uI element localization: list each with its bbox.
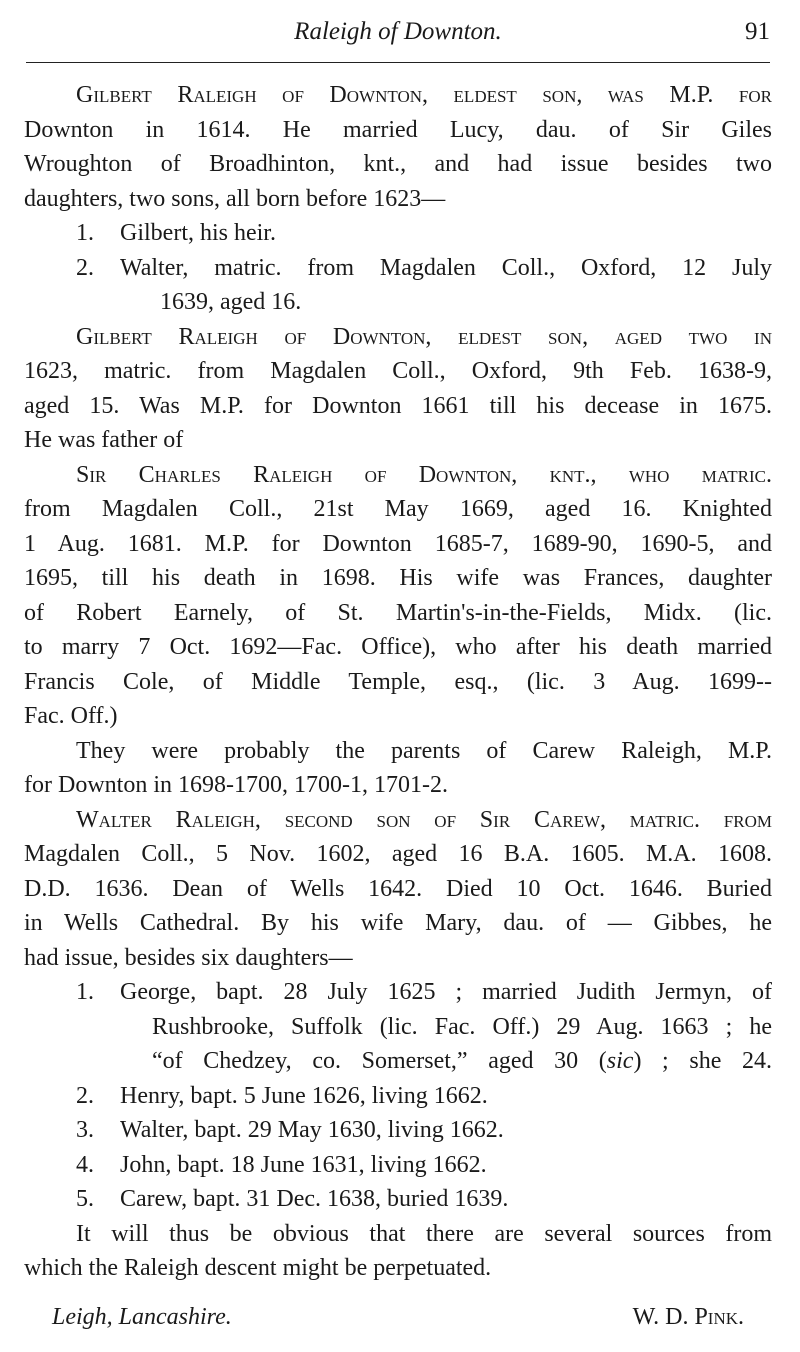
list-number: 2.	[76, 254, 94, 281]
text-line: in Wells Cathedral. By his wife Mary, dau. of — Gibbes, he	[24, 910, 772, 936]
text-line: Walter Raleigh, second son of Sir Carew, matric. from	[76, 806, 772, 833]
text-fragment: “of Chedzey, co. Somerset,” aged 30 (	[152, 1048, 607, 1074]
text-line: Gilbert Raleigh of Downton, eldest son, was M.P. for	[76, 82, 772, 108]
text-line: Wroughton of Broadhinton, knt., and had issue besides two	[24, 151, 772, 177]
text-line: to marry 7 Oct. 1692—Fac. Office), who after his death married	[24, 634, 772, 660]
text-line: They were probably the parents of Carew Raleigh, M.P.	[76, 737, 772, 764]
page-title: Raleigh of Downton.	[294, 18, 502, 45]
list-number: 2.	[76, 1082, 94, 1109]
list-number: 3.	[76, 1117, 94, 1143]
footer-author: W. D. Pink.	[632, 1304, 744, 1330]
text-line: He was father of	[24, 427, 184, 453]
page-number: 91	[745, 18, 770, 45]
text-line: for Downton in 1698-1700, 1700-1, 1701-2.	[24, 772, 448, 798]
text-line: It will thus be obvious that there are several sources from	[76, 1220, 772, 1247]
list-item	[24, 975, 772, 1010]
list-item	[24, 251, 772, 286]
header-rule	[26, 62, 770, 63]
list-item	[24, 1079, 772, 1114]
text-line: Magdalen Coll., 5 Nov. 1602, aged 16 B.A. 1605. M.A. 1608.	[24, 841, 772, 867]
text-line: which the Raleigh descent might be perpetuated.	[24, 1255, 492, 1281]
text-line: Fac. Off.)	[24, 703, 118, 729]
list-item	[24, 1182, 772, 1217]
text-line: Downton in 1614. He married Lucy, dau. of Sir Giles	[24, 116, 772, 143]
list-text: Walter, bapt. 29 May 1630, living 1662.	[120, 1117, 504, 1143]
list-text: John, bapt. 18 June 1631, living 1662.	[120, 1151, 487, 1178]
list-number: 1.	[76, 220, 94, 246]
list-text: George, bapt. 28 July 1625 ; married Judith Jermyn, of	[120, 979, 772, 1005]
text-line: had issue, besides six daughters—	[24, 944, 353, 971]
list-item	[24, 1113, 772, 1148]
list-number: 1.	[76, 979, 94, 1005]
text-line	[24, 1044, 772, 1079]
text-line: D.D. 1636. Dean of Wells 1642. Died 10 Oct. 1646. Buried	[24, 875, 772, 902]
text-line: 1639, aged 16.	[160, 289, 302, 315]
italic-fragment: sic	[606, 1048, 634, 1074]
list-item	[24, 1148, 772, 1183]
text-line: 1623, matric. from Magdalen Coll., Oxford, 9th Feb. 1638-9,	[24, 358, 772, 384]
list-text: Gilbert, his heir.	[120, 220, 276, 246]
text-line: 1695, till his death in 1698. His wife was Frances, daughter	[24, 565, 772, 591]
text-line: Sir Charles Raleigh of Downton, knt., who matric.	[76, 461, 772, 488]
text-line: Rushbrooke, Suffolk (lic. Fac. Off.) 29 Aug. 1663 ; he	[152, 1013, 772, 1040]
text-line: from Magdalen Coll., 21st May 1669, aged 16. Knighted	[24, 496, 772, 522]
text-line: aged 15. Was M.P. for Downton 1661 till his decease in 1675.	[24, 392, 772, 419]
text-line: daughters, two sons, all born before 1623—	[24, 185, 446, 212]
text-line: 1 Aug. 1681. M.P. for Downton 1685-7, 1689-90, 1690-5, and	[24, 530, 772, 557]
article-body	[24, 78, 772, 1286]
text-line: Gilbert Raleigh of Downton, eldest son, aged two in	[76, 323, 772, 350]
text-line: of Robert Earnely, of St. Martin's-in-the-Fields, Midx. (lic.	[24, 599, 772, 626]
list-text: Carew, bapt. 31 Dec. 1638, buried 1639.	[120, 1186, 509, 1212]
list-text: Walter, matric. from Magdalen Coll., Oxford, 12 July	[120, 254, 772, 281]
footer-place: Leigh, Lancashire.	[52, 1304, 232, 1330]
list-item	[24, 216, 772, 251]
list-text: Henry, bapt. 5 June 1626, living 1662.	[120, 1082, 488, 1109]
running-header	[26, 18, 770, 48]
list-number: 4.	[76, 1151, 94, 1178]
list-number: 5.	[76, 1186, 94, 1212]
text-fragment: ) ; she 24.	[633, 1048, 772, 1074]
text-line: Francis Cole, of Middle Temple, esq., (lic. 3 Aug. 1699--	[24, 668, 772, 695]
